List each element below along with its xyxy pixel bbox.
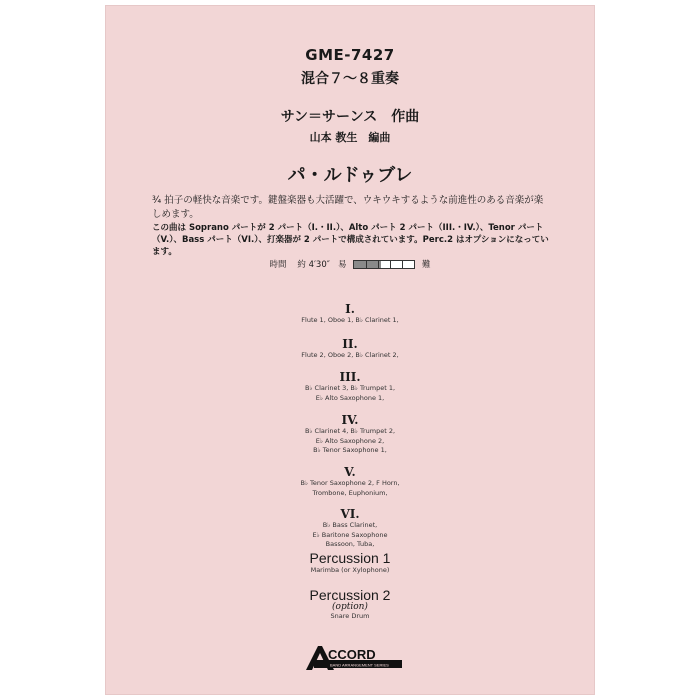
part-instruments: B♭ Bass Clarinet, [322, 521, 378, 529]
part-instruments: Trombone, Euphonium, [312, 488, 388, 497]
part-block [106, 337, 594, 361]
part-instruments: Flute 2, Oboe 2, B♭ Clarinet 2, [301, 351, 399, 359]
part-block [106, 370, 594, 403]
percussion-block [106, 550, 594, 576]
part-instruments: Bassoon, Tuba, [325, 540, 375, 548]
percussion-instruments: Snare Drum [330, 612, 370, 620]
part-instruments: B♭ Clarinet 3, B♭ Trumpet 1, [304, 384, 396, 392]
percussion-block [106, 587, 594, 622]
part-block [106, 465, 594, 498]
part-numeral: VI. [340, 507, 360, 521]
percussion-instruments: Marimba (or Xylophone) [310, 566, 390, 574]
part-instruments: B♭ Tenor Saxophone 1, [313, 446, 387, 454]
score-cover [106, 6, 594, 694]
part-numeral: II. [342, 337, 358, 351]
part-block [106, 302, 594, 326]
part-instruments: E♭ Baritone Saxophone [312, 530, 388, 539]
part-block [106, 507, 594, 550]
composer: サン＝サーンス 作曲 [280, 109, 420, 125]
description-text: ¾ 拍子の軽快な音楽です。鍵盤楽器も大活躍で、ウキウキするような前進性のある音楽が楽しめます。 [152, 195, 544, 220]
piece-title: パ・ルドゥブレ [287, 165, 413, 186]
percussion-name: Percussion 2 [309, 587, 391, 603]
part-instruments: Flute 1, Oboe 1, B♭ Clarinet 1, [301, 316, 399, 324]
arranger: 山本 教生 編曲 [309, 131, 391, 144]
part-block [106, 413, 594, 456]
part-instruments: B♭ Clarinet 4, B♭ Trumpet 2, [304, 427, 396, 435]
part-instruments: B♭ Tenor Saxophone 2, F Horn, [300, 479, 400, 487]
accord-logo [304, 644, 404, 674]
difficulty-meter [353, 260, 415, 269]
difficulty-fill [354, 261, 381, 268]
part-numeral: III. [339, 370, 361, 384]
ensemble-type: 混合７〜８重奏 [301, 71, 399, 87]
timing-label: 時間 [269, 260, 287, 270]
instrumentation-note: この曲は Soprano パートが 2 パート（I.・II.）、Alto パート 2 パート（III.・IV.）、Tenor パート（V.）、Bass パート（VI.）、打楽器が 2 パートで構成されています。Perc.2 はオプションになっています。 [152, 223, 549, 257]
part-numeral: IV. [341, 413, 359, 427]
timing-row [106, 258, 594, 270]
part-instruments: E♭ Alto Saxophone 2, [315, 436, 385, 445]
percussion-option: (option) [332, 602, 368, 612]
hard-label: 難 [421, 260, 431, 270]
duration: 約 4′30″ [297, 260, 330, 270]
logo-tagline: BAND ARRANGEMENT SERIES [330, 662, 389, 668]
percussion-name: Percussion 1 [309, 550, 391, 566]
part-numeral: I. [345, 302, 355, 316]
easy-label: 易 [338, 260, 347, 270]
logo-wordmark: CCORD [328, 647, 376, 662]
part-instruments: E♭ Alto Saxophone 1, [315, 393, 385, 402]
catalog-code: GME-7427 [305, 46, 395, 64]
part-numeral: V. [344, 465, 356, 479]
